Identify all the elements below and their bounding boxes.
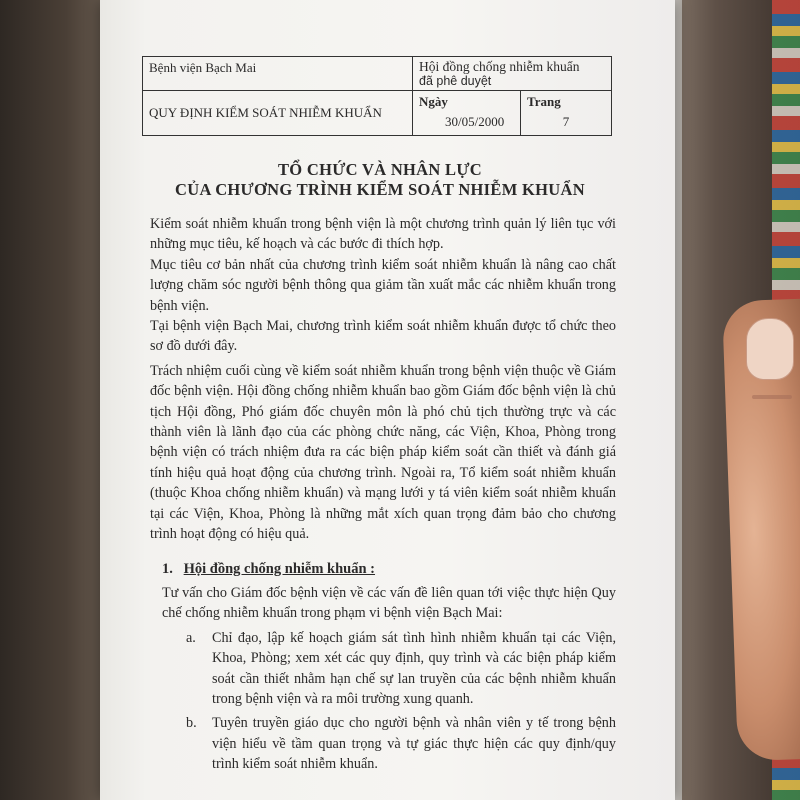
list-text: Tuyên truyền giáo dục cho người bệnh và nhân viên y tế trong bệnh viện hiểu về tầm quan trọng và tự giác thực hiện các quy định/quy trình kiểm soát nhiễm khuẩn. xyxy=(212,715,616,773)
thumb-knuckle xyxy=(752,395,792,399)
header-table xyxy=(142,56,612,136)
page-cell xyxy=(521,91,611,135)
page-label: Trang xyxy=(527,94,561,109)
hospital-name: Bệnh viện Bạch Mai xyxy=(143,57,413,91)
page-number: 7 xyxy=(562,114,570,129)
list-item xyxy=(186,713,616,774)
document-title xyxy=(140,160,620,200)
list-marker: b. xyxy=(186,715,197,732)
list-text: Chỉ đạo, lập kế hoạch giám sát tình hình nhiễm khuẩn tại các Viện, Khoa, Phòng; xem xét các quy định, quy trình và các biện pháp kiểm soát cần thiết nhằm hạn chế sự lan truyền của các bệnh nhiễm khuẩn trong bệnh viện và ra môi trường xung quanh. xyxy=(212,629,616,707)
list-marker: a. xyxy=(186,629,196,646)
council-name: Hội đồng chống nhiễm khuẩn xyxy=(419,59,580,74)
approval-status: đã phê duyệt xyxy=(419,74,492,88)
background-left xyxy=(0,0,110,800)
date-value: 30/05/2000 xyxy=(445,114,505,129)
list-item xyxy=(186,628,616,710)
section-number: 1. xyxy=(162,560,173,577)
section-title: Hội đồng chống nhiễm khuẩn : xyxy=(183,560,376,577)
section-intro: Tư vấn cho Giám đốc bệnh viện về các vấn đề liên quan tới việc thực hiện Quy chế chống nhiễm khuẩn trong phạm vi bệnh viện Bạch Mai: xyxy=(162,584,616,622)
paragraph: Tại bệnh viện Bạch Mai, chương trình kiểm soát nhiễm khuẩn được tổ chức theo sơ đồ dưới đây. xyxy=(150,318,616,355)
regulation-title: QUY ĐỊNH KIỂM SOÁT NHIỄM KHUẨN xyxy=(143,91,413,135)
title-line-1: TỔ CHỨC VÀ NHÂN LỰC xyxy=(277,160,482,179)
paragraph: Kiểm soát nhiễm khuẩn trong bệnh viện là một chương trình quản lý liên tục với những mục tiêu, kế hoạch và các bước đi thích hợp. xyxy=(150,216,616,253)
paragraph: Mục tiêu cơ bản nhất của chương trình kiểm soát nhiễm khuẩn là nâng cao chất lượng chăm sóc người bệnh thông qua giảm tần xuất mắc các nhiễm khuẩn trong bệnh viện. xyxy=(150,256,616,314)
date-label: Ngày xyxy=(419,94,448,109)
document-page xyxy=(100,0,675,800)
paragraph: Trách nhiệm cuối cùng về kiểm soát nhiễm khuẩn trong bệnh viện thuộc về Giám đốc bệnh viện. Hội đồng chống nhiễm khuẩn bao gồm Giám đốc bệnh viện là chủ tịch Hội đồng, Phó giám đốc chuyên môn là phó chủ tịch thường trực và các thành viên là lãnh đạo của các phòng chức năng, các Viện, Khoa, Phòng trong bệnh viện có trách nhiệm đưa ra các biện pháp kiểm soát cần thiết và đánh giá tính hiệu quả hoạt động của chương trình. Ngoài ra, Tổ kiểm soát nhiễm khuẩn (thuộc Khoa chống nhiễm khuẩn) và mạng lưới y tá viên kiểm soát nhiễm khuẩn tại các Viện, Khoa, Phòng là những mắt xích quan trọng đảm bảo cho chương trình hoạt động có hiệu quả. xyxy=(150,362,616,543)
approval-cell xyxy=(413,57,611,91)
date-cell xyxy=(413,91,521,135)
title-line-2: CỦA CHƯƠNG TRÌNH KIỂM SOÁT NHIỄM KHUẨN xyxy=(175,180,585,199)
document-body xyxy=(150,214,616,775)
section-heading xyxy=(162,559,616,579)
thumbnail-nail xyxy=(746,318,794,380)
